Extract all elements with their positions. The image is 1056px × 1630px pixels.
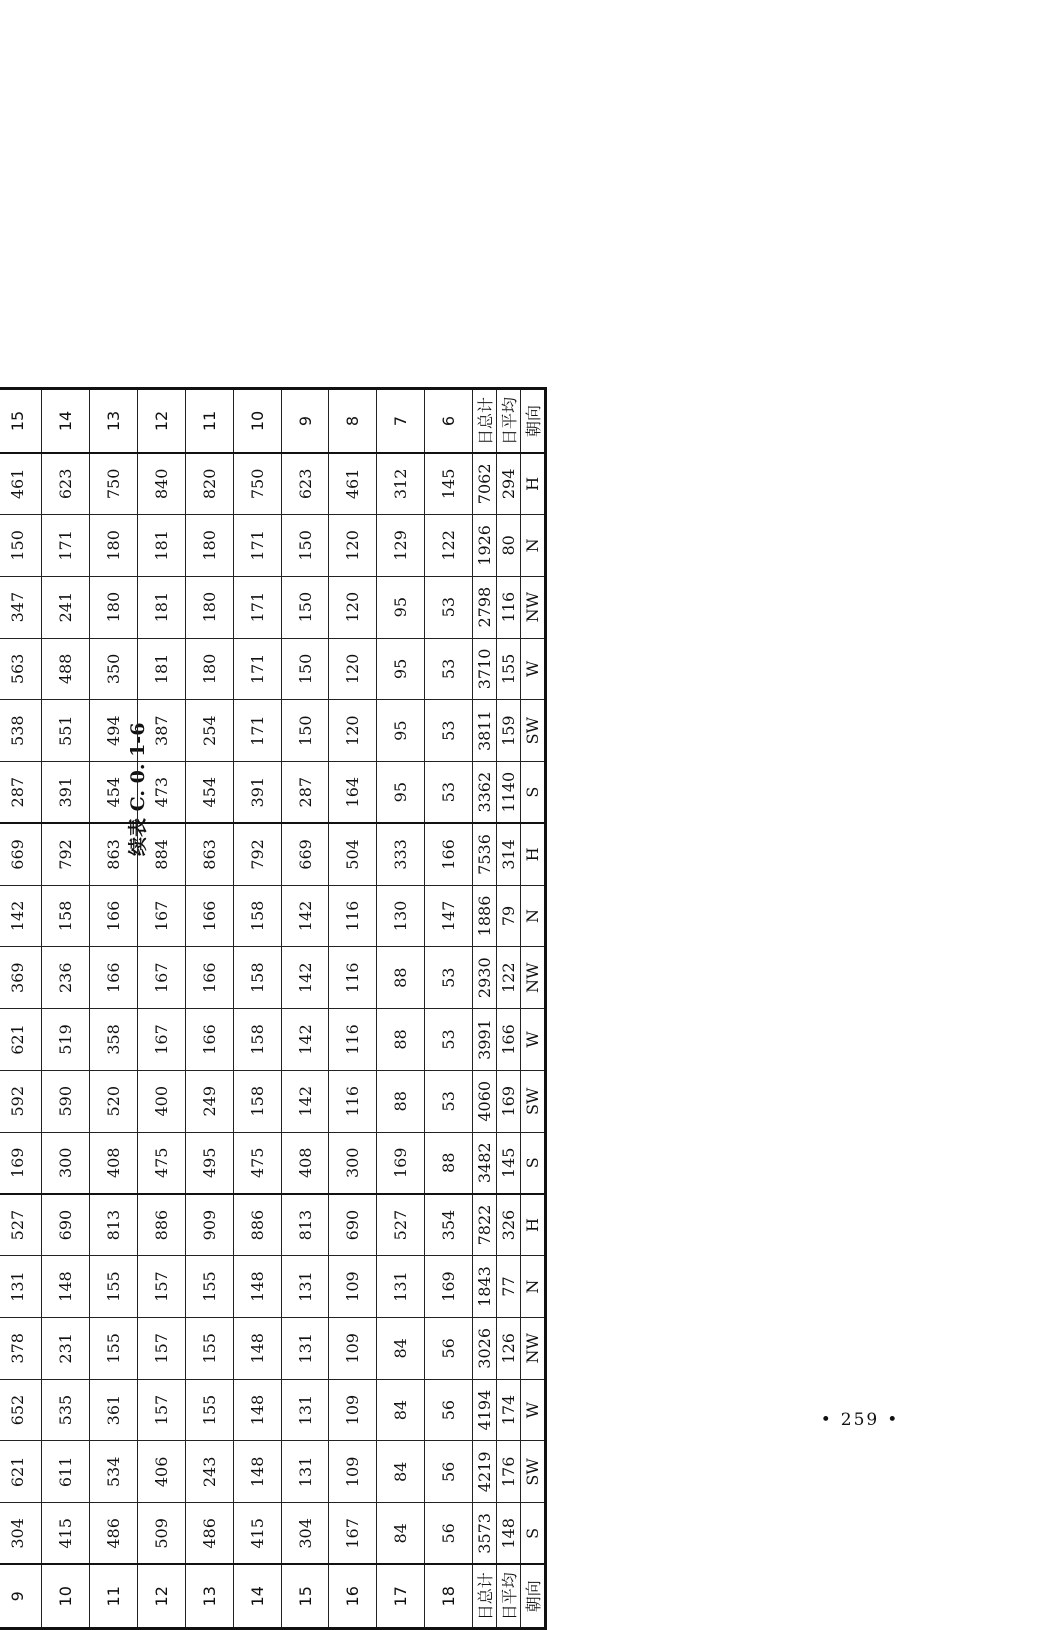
table-cell: 150 <box>0 514 42 576</box>
table-cell: 820 <box>185 453 233 515</box>
table-cell: 551 <box>42 700 90 762</box>
table-cell: 53 <box>425 947 473 1009</box>
table-row <box>185 389 233 1629</box>
table-cell: 116 <box>329 947 377 1009</box>
table-cell: 120 <box>329 576 377 638</box>
daily-average-row-label-left: 日平均 <box>497 1565 521 1629</box>
table-cell: 150 <box>281 576 329 638</box>
direction-footer: H <box>521 453 546 515</box>
table-cell: 621 <box>0 1009 42 1071</box>
table-cell: 4219 <box>473 1441 497 1503</box>
table-cell: 488 <box>42 638 90 700</box>
table-cell: 120 <box>329 514 377 576</box>
table-cell: 169 <box>425 1256 473 1318</box>
table-cell: 181 <box>138 576 186 638</box>
table-cell: 171 <box>42 514 90 576</box>
table-cell: 56 <box>425 1317 473 1379</box>
table-cell: 378 <box>0 1317 42 1379</box>
table-cell: 53 <box>425 1070 473 1132</box>
table-cell: 369 <box>0 947 42 1009</box>
table-cell: 792 <box>233 823 281 885</box>
table-cell: 166 <box>90 947 138 1009</box>
table-cell: 520 <box>90 1070 138 1132</box>
page-number-value: 259 <box>840 1410 880 1430</box>
table-cell: 461 <box>329 453 377 515</box>
daily-average-row <box>497 389 521 1629</box>
table-cell: 287 <box>281 762 329 824</box>
time-left: 15 <box>281 1565 329 1629</box>
table-cell: 391 <box>42 762 90 824</box>
table-cell: 142 <box>281 947 329 1009</box>
table-cell: 249 <box>185 1070 233 1132</box>
table-cell: 415 <box>42 1503 90 1565</box>
time-right: 11 <box>185 389 233 453</box>
table-cell: 3482 <box>473 1132 497 1194</box>
direction-footer: N <box>521 885 546 947</box>
table-cell: 56 <box>425 1441 473 1503</box>
table-cell: 347 <box>0 576 42 638</box>
table-cell: 750 <box>233 453 281 515</box>
time-left: 12 <box>138 1565 186 1629</box>
table-cell: 326 <box>497 1194 521 1256</box>
table-cell: 148 <box>233 1441 281 1503</box>
table-cell: 180 <box>90 514 138 576</box>
table-cell: 171 <box>233 514 281 576</box>
table-cell: 147 <box>425 885 473 947</box>
table-cell: 621 <box>0 1441 42 1503</box>
table-cell: 109 <box>329 1317 377 1379</box>
page-number-dot-right: • <box>887 1410 900 1430</box>
table-cell: 155 <box>497 638 521 700</box>
table-cell: 813 <box>90 1194 138 1256</box>
direction-footer: S <box>521 1503 546 1565</box>
time-left: 9 <box>0 1565 42 1629</box>
table-cell: 171 <box>233 638 281 700</box>
table-cell: 166 <box>185 885 233 947</box>
table-cell: 3362 <box>473 762 497 824</box>
table-cell: 88 <box>425 1132 473 1194</box>
table-cell: 2798 <box>473 576 497 638</box>
time-right: 6 <box>425 389 473 453</box>
direction-footer: SW <box>521 1070 546 1132</box>
table-cell: 408 <box>281 1132 329 1194</box>
table-cell: 886 <box>138 1194 186 1256</box>
table-cell: 243 <box>185 1441 233 1503</box>
table-row <box>281 389 329 1629</box>
table-cell: 333 <box>377 823 425 885</box>
page-title: 续表 C. 0. 1-6 <box>127 722 149 856</box>
time-right: 13 <box>90 389 138 453</box>
table-cell: 534 <box>90 1441 138 1503</box>
daily-total-row-label-left: 日总计 <box>473 1565 497 1629</box>
table-cell: 387 <box>138 700 186 762</box>
table-cell: 473 <box>138 762 186 824</box>
table-cell: 180 <box>90 576 138 638</box>
table-cell: 166 <box>497 1009 521 1071</box>
table-cell: 158 <box>233 885 281 947</box>
table-cell: 406 <box>138 1441 186 1503</box>
table-cell: 304 <box>0 1503 42 1565</box>
table-cell: 461 <box>0 453 42 515</box>
direction-footer: S <box>521 762 546 824</box>
table-cell: 53 <box>425 1009 473 1071</box>
direction-footer: W <box>521 638 546 700</box>
table-cell: 171 <box>233 576 281 638</box>
table-row <box>0 389 42 1629</box>
table-cell: 354 <box>425 1194 473 1256</box>
time-left: 17 <box>377 1565 425 1629</box>
table-cell: 157 <box>138 1256 186 1318</box>
page-number <box>810 1410 910 1430</box>
time-right: 10 <box>233 389 281 453</box>
table-cell: 3573 <box>473 1503 497 1565</box>
rotated-table-wrapper <box>0 390 547 1630</box>
table-cell: 158 <box>233 947 281 1009</box>
table-cell: 909 <box>185 1194 233 1256</box>
table-cell: 504 <box>329 823 377 885</box>
table-cell: 142 <box>0 885 42 947</box>
table-cell: 509 <box>138 1503 186 1565</box>
time-left: 16 <box>329 1565 377 1629</box>
table-cell: 56 <box>425 1379 473 1441</box>
table-cell: 1843 <box>473 1256 497 1318</box>
table-cell: 155 <box>185 1256 233 1318</box>
table-cell: 109 <box>329 1256 377 1318</box>
table-cell: 167 <box>138 947 186 1009</box>
table-cell: 287 <box>0 762 42 824</box>
table-cell: 611 <box>42 1441 90 1503</box>
table-cell: 95 <box>377 700 425 762</box>
table-cell: 4060 <box>473 1070 497 1132</box>
table-cell: 171 <box>233 700 281 762</box>
time-left: 10 <box>42 1565 90 1629</box>
table-cell: 3710 <box>473 638 497 700</box>
table-cell: 150 <box>281 514 329 576</box>
table-cell: 166 <box>185 947 233 1009</box>
direction-footer: SW <box>521 1441 546 1503</box>
table-cell: 142 <box>281 1070 329 1132</box>
direction-footer: W <box>521 1009 546 1071</box>
table-cell: 180 <box>185 638 233 700</box>
page-number-dot-left: • <box>820 1410 833 1430</box>
table-cell: 300 <box>42 1132 90 1194</box>
table-row <box>90 389 138 1629</box>
table-cell: 863 <box>90 823 138 885</box>
table-cell: 1140 <box>497 762 521 824</box>
table-cell: 169 <box>377 1132 425 1194</box>
table-cell: 148 <box>233 1256 281 1318</box>
table-cell: 166 <box>185 1009 233 1071</box>
table-cell: 750 <box>90 453 138 515</box>
direction-footer: W <box>521 1379 546 1441</box>
table-row <box>329 389 377 1629</box>
table-cell: 53 <box>425 638 473 700</box>
table-cell: 120 <box>329 638 377 700</box>
table-cell: 53 <box>425 700 473 762</box>
table-cell: 7822 <box>473 1194 497 1256</box>
table-cell: 116 <box>329 885 377 947</box>
table-cell: 454 <box>185 762 233 824</box>
table-cell: 84 <box>377 1441 425 1503</box>
table-cell: 155 <box>90 1256 138 1318</box>
table-cell: 131 <box>377 1256 425 1318</box>
footer-direction-row <box>521 389 546 1629</box>
table-cell: 155 <box>90 1317 138 1379</box>
time-right: 12 <box>138 389 186 453</box>
time-right: 15 <box>0 389 42 453</box>
table-cell: 167 <box>329 1503 377 1565</box>
table-cell: 158 <box>233 1009 281 1071</box>
table-cell: 122 <box>497 947 521 1009</box>
table-cell: 312 <box>377 453 425 515</box>
table-cell: 486 <box>185 1503 233 1565</box>
table-cell: 148 <box>497 1503 521 1565</box>
time-left: 11 <box>90 1565 138 1629</box>
orientation-label-right-footer: 朝向 <box>521 389 546 453</box>
table-cell: 254 <box>185 700 233 762</box>
table-cell: 180 <box>185 514 233 576</box>
direction-footer: S <box>521 1132 546 1194</box>
table-cell: 519 <box>42 1009 90 1071</box>
table-row <box>42 389 90 1629</box>
table-cell: 148 <box>233 1317 281 1379</box>
direction-footer: H <box>521 1194 546 1256</box>
table-cell: 131 <box>281 1379 329 1441</box>
table-cell: 669 <box>281 823 329 885</box>
table-cell: 167 <box>138 1009 186 1071</box>
table-cell: 538 <box>0 700 42 762</box>
table-cell: 166 <box>425 823 473 885</box>
table-cell: 157 <box>138 1317 186 1379</box>
table-cell: 145 <box>497 1132 521 1194</box>
table-cell: 150 <box>281 700 329 762</box>
table-cell: 3026 <box>473 1317 497 1379</box>
table-row <box>233 389 281 1629</box>
table-cell: 294 <box>497 453 521 515</box>
table-cell: 131 <box>281 1256 329 1318</box>
table-cell: 813 <box>281 1194 329 1256</box>
table-cell: 109 <box>329 1441 377 1503</box>
table-cell: 4194 <box>473 1379 497 1441</box>
table-cell: 563 <box>0 638 42 700</box>
table-cell: 145 <box>425 453 473 515</box>
table-cell: 120 <box>329 700 377 762</box>
table-cell: 884 <box>138 823 186 885</box>
table-cell: 80 <box>497 514 521 576</box>
table-cell: 122 <box>425 514 473 576</box>
table-cell: 181 <box>138 514 186 576</box>
table-cell: 116 <box>329 1070 377 1132</box>
direction-footer: N <box>521 1256 546 1318</box>
table-cell: 3991 <box>473 1009 497 1071</box>
table-cell: 361 <box>90 1379 138 1441</box>
table-cell: 1926 <box>473 514 497 576</box>
table-cell: 840 <box>138 453 186 515</box>
table-cell: 116 <box>497 576 521 638</box>
table-cell: 142 <box>281 1009 329 1071</box>
solar-radiation-table <box>0 387 547 1630</box>
table-cell: 3811 <box>473 700 497 762</box>
daily-total-row-label-right: 日总计 <box>473 389 497 453</box>
table-cell: 400 <box>138 1070 186 1132</box>
table-cell: 158 <box>233 1070 281 1132</box>
table-cell: 176 <box>497 1441 521 1503</box>
table-cell: 77 <box>497 1256 521 1318</box>
daily-total-row <box>473 389 497 1629</box>
table-cell: 159 <box>497 700 521 762</box>
time-right: 14 <box>42 389 90 453</box>
table-cell: 155 <box>185 1379 233 1441</box>
time-right: 9 <box>281 389 329 453</box>
table-cell: 174 <box>497 1379 521 1441</box>
time-right: 8 <box>329 389 377 453</box>
table-cell: 475 <box>138 1132 186 1194</box>
table-cell: 166 <box>90 885 138 947</box>
direction-footer: SW <box>521 700 546 762</box>
table-cell: 84 <box>377 1317 425 1379</box>
direction-footer: N <box>521 514 546 576</box>
table-cell: 79 <box>497 885 521 947</box>
table-row <box>425 389 473 1629</box>
table-cell: 408 <box>90 1132 138 1194</box>
table-cell: 690 <box>42 1194 90 1256</box>
table-cell: 300 <box>329 1132 377 1194</box>
table-cell: 886 <box>233 1194 281 1256</box>
table-cell: 304 <box>281 1503 329 1565</box>
table-cell: 148 <box>233 1379 281 1441</box>
table-cell: 350 <box>90 638 138 700</box>
table-cell: 475 <box>233 1132 281 1194</box>
table-cell: 527 <box>377 1194 425 1256</box>
table-cell: 88 <box>377 1070 425 1132</box>
time-left: 18 <box>425 1565 473 1629</box>
table-cell: 181 <box>138 638 186 700</box>
table-cell: 241 <box>42 576 90 638</box>
table-cell: 415 <box>233 1503 281 1565</box>
table-cell: 84 <box>377 1503 425 1565</box>
table-cell: 652 <box>0 1379 42 1441</box>
table-cell: 231 <box>42 1317 90 1379</box>
table-cell: 131 <box>0 1256 42 1318</box>
table-row <box>138 389 186 1629</box>
table-cell: 669 <box>0 823 42 885</box>
table-cell: 590 <box>42 1070 90 1132</box>
table-cell: 130 <box>377 885 425 947</box>
table-cell: 454 <box>90 762 138 824</box>
table-cell: 623 <box>281 453 329 515</box>
table-cell: 1886 <box>473 885 497 947</box>
table-cell: 116 <box>329 1009 377 1071</box>
table-cell: 95 <box>377 576 425 638</box>
table-cell: 157 <box>138 1379 186 1441</box>
table-cell: 164 <box>329 762 377 824</box>
daily-average-row-label-right: 日平均 <box>497 389 521 453</box>
table-cell: 158 <box>42 885 90 947</box>
table-cell: 314 <box>497 823 521 885</box>
table-cell: 84 <box>377 1379 425 1441</box>
table-cell: 88 <box>377 1009 425 1071</box>
table-cell: 7536 <box>473 823 497 885</box>
table-cell: 358 <box>90 1009 138 1071</box>
table-cell: 180 <box>185 576 233 638</box>
table-cell: 495 <box>185 1132 233 1194</box>
table-cell: 169 <box>0 1132 42 1194</box>
orientation-label-left-footer: 朝向 <box>521 1565 546 1629</box>
table-cell: 148 <box>42 1256 90 1318</box>
table-cell: 150 <box>281 638 329 700</box>
direction-footer: H <box>521 823 546 885</box>
table-cell: 863 <box>185 823 233 885</box>
table-cell: 142 <box>281 885 329 947</box>
table-cell: 494 <box>90 700 138 762</box>
table-cell: 95 <box>377 762 425 824</box>
table-cell: 623 <box>42 453 90 515</box>
time-left: 14 <box>233 1565 281 1629</box>
table-cell: 88 <box>377 947 425 1009</box>
time-left: 13 <box>185 1565 233 1629</box>
table-cell: 527 <box>0 1194 42 1256</box>
table-cell: 169 <box>497 1070 521 1132</box>
table-cell: 7062 <box>473 453 497 515</box>
table-cell: 167 <box>138 885 186 947</box>
table-cell: 592 <box>0 1070 42 1132</box>
table-cell: 109 <box>329 1379 377 1441</box>
direction-footer: NW <box>521 947 546 1009</box>
table-cell: 486 <box>90 1503 138 1565</box>
table-cell: 56 <box>425 1503 473 1565</box>
table-cell: 53 <box>425 576 473 638</box>
table-cell: 129 <box>377 514 425 576</box>
table-cell: 690 <box>329 1194 377 1256</box>
direction-footer: NW <box>521 1317 546 1379</box>
table-cell: 131 <box>281 1317 329 1379</box>
table-cell: 53 <box>425 762 473 824</box>
table-cell: 2930 <box>473 947 497 1009</box>
table-cell: 131 <box>281 1441 329 1503</box>
table-cell: 126 <box>497 1317 521 1379</box>
table-row <box>377 389 425 1629</box>
table-cell: 391 <box>233 762 281 824</box>
table-cell: 155 <box>185 1317 233 1379</box>
table-cell: 95 <box>377 638 425 700</box>
table-cell: 535 <box>42 1379 90 1441</box>
time-right: 7 <box>377 389 425 453</box>
direction-footer: NW <box>521 576 546 638</box>
table-cell: 236 <box>42 947 90 1009</box>
table-cell: 792 <box>42 823 90 885</box>
